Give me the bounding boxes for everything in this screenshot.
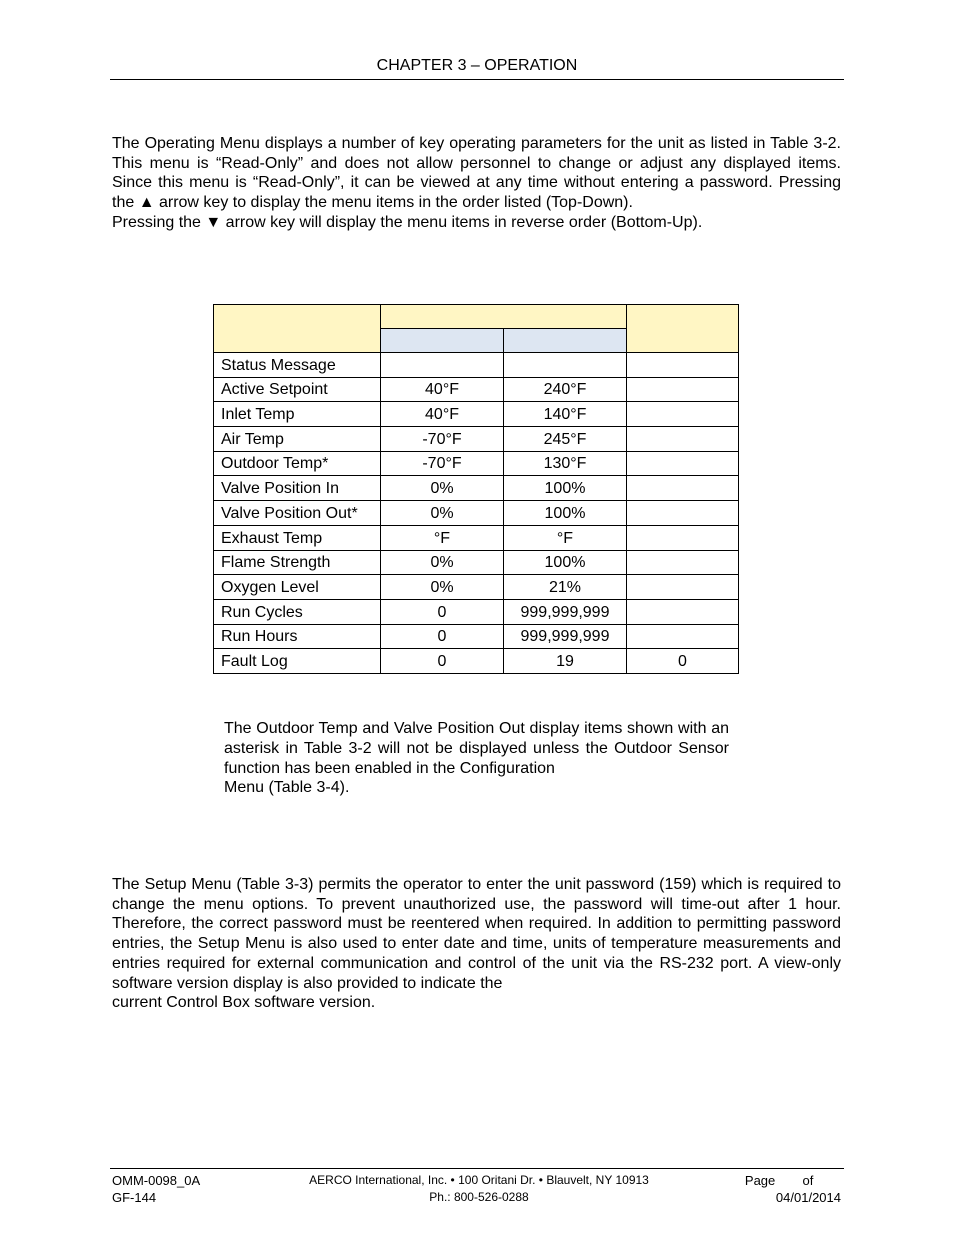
footer-page-label: Page [744,1173,776,1188]
footer-left [112,1172,200,1206]
cell-min: °F [381,525,504,550]
footer-phone-line: Ph.: 800-526-0288 [429,1190,529,1204]
cell-default [627,402,739,427]
cell-min: 0% [381,550,504,575]
table-note [224,719,729,798]
table-row [214,451,739,476]
operating-menu-table [213,304,739,674]
cell-min: -70°F [381,451,504,476]
cell-min: 40°F [381,402,504,427]
cell-min: 40°F [381,377,504,402]
table-row [214,427,739,452]
table-row [214,649,739,674]
cell-default: 0 [627,649,739,674]
subheader-cell-min [381,329,504,353]
cell-default [627,427,739,452]
footer-company-line: AERCO International, Inc. • 100 Oritani Dr. • Blauvelt, NY 10913 [309,1173,649,1187]
operating-menu-table-body [214,305,739,674]
table-row [214,501,739,526]
cell-default [627,575,739,600]
cell-name: Valve Position Out* [214,501,381,526]
cell-name: Outdoor Temp* [214,451,381,476]
cell-name: Fault Log [214,649,381,674]
table-row [214,476,739,501]
cell-max: 245°F [504,427,627,452]
cell-max: °F [504,525,627,550]
cell-default [627,353,739,378]
intro-paragraph [112,134,841,233]
cell-max [504,353,627,378]
setup-paragraph-body: The Setup Menu (Table 3-3) permits the operator to enter the unit password (159) which is required to change the menu options. To prevent unauthorized use, the password will time-out after 1 hour. Therefore, the correct password must be reentered when required. In addition to permitting password entries, the Setup Menu is also used to enter date and time, units of temperature measurements and entries required for external communication and control of the unit via the RS-232 port. A view-only software version display is also provided to indicate the [112,876,841,992]
cell-name: Flame Strength [214,550,381,575]
cell-name: Valve Position In [214,476,381,501]
cell-name: Air Temp [214,427,381,452]
cell-max: 21% [504,575,627,600]
table-header-row [214,305,739,329]
table-row [214,599,739,624]
cell-min: 0% [381,476,504,501]
cell-max: 140°F [504,402,627,427]
footer-page-line [700,1172,841,1189]
cell-min: 0% [381,501,504,526]
cell-min: -70°F [381,427,504,452]
setup-paragraph [112,875,841,1013]
table-row [214,402,739,427]
cell-max: 100% [504,550,627,575]
footer-right [700,1172,841,1206]
header-cell-item [214,305,381,353]
table-note-body: The Outdoor Temp and Valve Position Out display items shown with an asterisk in Table 3-2 will not be displayed unless the Outdoor Sensor function has been enabled in the Configuration [224,720,729,777]
cell-default [627,377,739,402]
cell-max: 999,999,999 [504,599,627,624]
footer-doc-id: OMM-0098_0A [112,1173,201,1188]
header-cell-default [627,305,739,353]
cell-min [381,353,504,378]
cell-max: 100% [504,476,627,501]
table-note-last-line: Menu (Table 3-4). [224,779,350,797]
cell-max: 100% [504,501,627,526]
cell-min: 0 [381,599,504,624]
setup-paragraph-last-line: current Control Box software version. [112,994,376,1012]
intro-paragraph-body: The Operating Menu displays a number of key operating parameters for the unit as listed in Table 3-2. This menu is “Read-Only” and does not allow personnel to change or adjust any displayed items. Since this menu is “Read-Only”, it can be viewed at any time without entering a password. Pressing the ▲ arrow key to display the menu items in the order listed (Top-Down). [112,135,841,212]
cell-name: Run Hours [214,624,381,649]
cell-default [627,624,739,649]
cell-default [627,599,739,624]
footer-rule [110,1168,844,1169]
footer-form-id: GF-144 [112,1190,157,1205]
table-row [214,353,739,378]
footer-date: 04/01/2014 [775,1190,841,1205]
cell-min: 0 [381,649,504,674]
table-row [214,525,739,550]
cell-max: 999,999,999 [504,624,627,649]
intro-paragraph-last-line: Pressing the ▼ arrow key will display the menu items in reverse order (Bottom-Up). [112,213,703,231]
chapter-header: CHAPTER 3 – OPERATION [376,57,578,74]
cell-name: Inlet Temp [214,402,381,427]
subheader-cell-max [504,329,627,353]
cell-min: 0% [381,575,504,600]
cell-default [627,501,739,526]
table-row [214,377,739,402]
cell-max: 130°F [504,451,627,476]
cell-min: 0 [381,624,504,649]
cell-default [627,550,739,575]
cell-name: Active Setpoint [214,377,381,402]
cell-name: Exhaust Temp [214,525,381,550]
cell-default [627,476,739,501]
header-rule [110,79,844,80]
table-row [214,575,739,600]
cell-default [627,525,739,550]
cell-max: 240°F [504,377,627,402]
footer-center [280,1172,678,1206]
cell-max: 19 [504,649,627,674]
cell-name: Run Cycles [214,599,381,624]
cell-default [627,451,739,476]
table-row [214,550,739,575]
header-cell-range [381,305,627,329]
table-row [214,624,739,649]
cell-name: Status Message [214,353,381,378]
cell-name: Oxygen Level [214,575,381,600]
footer-of-label: of [802,1173,814,1188]
